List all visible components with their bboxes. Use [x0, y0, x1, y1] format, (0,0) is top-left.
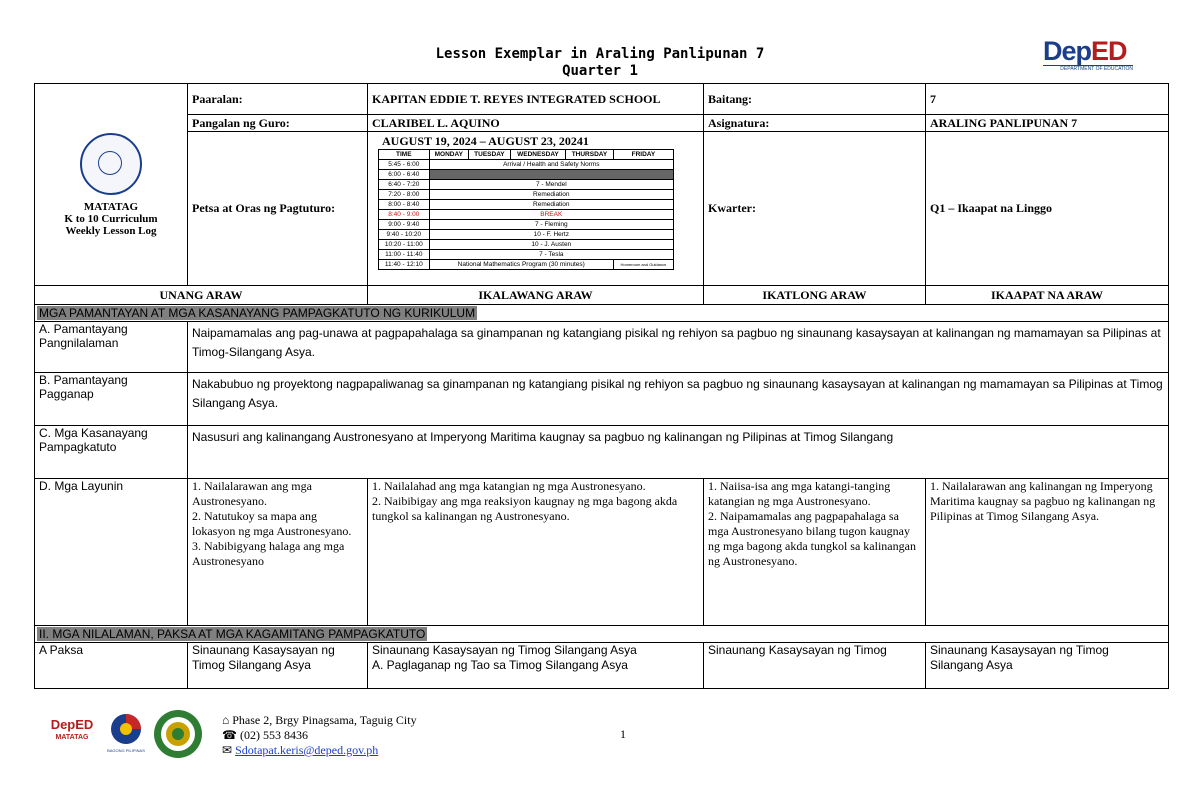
phone-icon: ☎	[222, 728, 237, 742]
row-c-label: C. Mga Kasanayang Pampagkatuto	[35, 426, 188, 479]
schedule-activity: Arrival / Health and Safety Norms	[429, 160, 673, 170]
envelope-icon: ✉	[222, 743, 233, 757]
schedule-note: Homeroom and Guidance	[613, 260, 673, 270]
layunin-item: 2. Natutukoy sa mapa ang lokasyon ng mga Austronesyano.	[192, 509, 352, 538]
layunin-item: 2. Naipamamalas ang pagpapahalaga sa mga Austronesyano bilang tugon kaugnay ng mga bagong akda tungkol sa kalinangan ng Austronesyano.	[708, 509, 916, 568]
section-1-row	[35, 305, 1169, 322]
asignatura-value: ARALING PANLIPUNAN 7	[926, 115, 1169, 132]
schedule-time: 6:00 - 6:40	[379, 170, 430, 180]
kwarter-value: Q1 – Ikaapat na Linggo	[926, 132, 1169, 286]
footer-contact	[222, 713, 417, 758]
guro-label: Pangalan ng Guro:	[188, 115, 368, 132]
row-c-text: Nasusuri ang kalinangang Austronesyano at Imperyong Maritima kaugnay sa pagbuo ng kalinangan ng Pilipinas at Timog Silangang	[188, 426, 1169, 479]
schedule-time: 6:40 - 7:20	[379, 180, 430, 190]
schedule-header: FRIDAY	[613, 150, 673, 160]
schedule-activity: 7 - Tesla	[429, 250, 673, 260]
schedule-activity: BREAK	[429, 210, 673, 220]
curriculum-panel	[35, 84, 188, 286]
day-header-2: IKALAWANG ARAW	[368, 286, 704, 305]
schedule-header: THURSDAY	[566, 150, 614, 160]
layunin-day1	[188, 479, 368, 626]
phone-line	[222, 728, 417, 743]
lesson-log-table	[34, 83, 1169, 689]
schedule-header: TIME	[379, 150, 430, 160]
schedule-activity: 7 - Fleming	[429, 220, 673, 230]
curriculum-label: K to 10 Curriculum	[64, 212, 158, 225]
baitang-value: 7	[926, 84, 1169, 115]
document-title: Lesson Exemplar in Araling Panlipunan 7	[435, 46, 765, 62]
layunin-item: 2. Naibibigay ang mga reaksiyon kaugnay ng mga bagong akda tungkol sa kalinangan ng Austronesyano.	[372, 494, 678, 523]
schedule-activity: 7 - Mendel	[429, 180, 673, 190]
schedule-time: 10:20 - 11:00	[379, 240, 430, 250]
schedule-activity: 10 - J. Austen	[429, 240, 673, 250]
schedule-header: TUESDAY	[468, 150, 510, 160]
petsa-label: Petsa at Oras ng Pagtuturo:	[188, 132, 368, 286]
school-seal-icon	[153, 709, 203, 759]
petsa-cell	[368, 132, 704, 286]
petsa-value: AUGUST 19, 2024 – AUGUST 23, 20241	[382, 134, 589, 148]
schedule-time: 9:40 - 10:20	[379, 230, 430, 240]
page-number: 1	[620, 727, 626, 741]
deped-seal-icon	[80, 133, 142, 195]
layunin-day2	[368, 479, 704, 626]
layunin-item: 1. Nailalarawan ang kalinangan ng Imperyong Maritima kaugnay sa pagbuo ng kalinangan ng Pilipinas at Timog Silangang Asya.	[930, 479, 1156, 523]
home-icon: ⌂	[222, 713, 230, 727]
schedule-activity: Remediation	[429, 200, 673, 210]
day-header-4: IKAAPAT NA ARAW	[926, 286, 1169, 305]
deped-logo: DepED DEPARTMENT OF EDUCATION	[1043, 36, 1133, 72]
matatag-label: MATATAG	[83, 200, 139, 213]
schedule-activity	[429, 170, 673, 180]
schedule-activity: 10 - F. Hertz	[429, 230, 673, 240]
schedule-time: 8:00 - 8:40	[379, 200, 430, 210]
layunin-item: 3. Nabibigyang halaga ang mga Austronesyano	[192, 539, 345, 568]
day-header-1: UNANG ARAW	[35, 286, 368, 305]
baitang-label: Baitang:	[704, 84, 926, 115]
paksa-day2-title: Sinaunang Kasaysayan ng Timog Silangang Asya	[372, 643, 637, 657]
paaralan-label: Paaralan:	[188, 84, 368, 115]
footer-deped-logo: DepED MATATAG	[50, 717, 94, 741]
email-line	[222, 743, 417, 758]
schedule-activity: National Mathematics Program (30 minutes)	[429, 260, 613, 270]
asignatura-label: Asignatura:	[704, 115, 926, 132]
section-2-heading: II. MGA NILALAMAN, PAKSA AT MGA KAGAMITANG PAMPAGKATUTO	[39, 626, 426, 641]
schedule-time: 8:40 - 9:00	[379, 210, 430, 220]
paksa-day2-subtopic: A. Paglaganap ng Tao sa Timog Silangang Asya	[372, 658, 628, 672]
section-2-row	[35, 626, 1169, 643]
day-header-3: IKATLONG ARAW	[704, 286, 926, 305]
paksa-day2	[368, 643, 704, 689]
kwarter-label: Kwarter:	[704, 132, 926, 286]
schedule-activity: Remediation	[429, 190, 673, 200]
schedule-table	[378, 149, 674, 270]
row-a-text: Naipamamalas ang pag-unawa at pagpapahalaga sa ginampanan ng katangiang pisikal ng rehiyon sa pagbuo ng sinaunang kasaysayan at kalinangan ng mamamayan sa Pilipinas at Timog-Silangang Asya.	[188, 322, 1169, 373]
schedule-time: 11:40 - 12:10	[379, 260, 430, 270]
schedule-time: 7:20 - 8:00	[379, 190, 430, 200]
address-line	[222, 713, 417, 728]
schedule-time: 5:45 - 6:00	[379, 160, 430, 170]
weekly-log-label: Weekly Lesson Log	[65, 224, 157, 237]
section-1-heading: MGA PAMANTAYAN AT MGA KASANAYANG PAMPAGKATUTO NG KURIKULUM	[39, 305, 476, 320]
guro-value: CLARIBEL L. AQUINO	[368, 115, 704, 132]
schedule-time: 9:00 - 9:40	[379, 220, 430, 230]
layunin-item: 1. Nailalahad ang mga katangian ng mga Austronesyano.	[372, 479, 646, 493]
schedule-time: 11:00 - 11:40	[379, 250, 430, 260]
paksa-day3: Sinaunang Kasaysayan ng Timog	[704, 643, 926, 689]
phone-text: (02) 553 8436	[239, 728, 308, 742]
layunin-day3	[704, 479, 926, 626]
schedule-header: MONDAY	[429, 150, 468, 160]
row-a-label: A. Pamantayang Pangnilalaman	[35, 322, 188, 373]
paksa-day4: Sinaunang Kasaysayan ng Timog Silangang Asya	[926, 643, 1169, 689]
email-link[interactable]: Sdotapat.keris@deped.gov.ph	[235, 743, 379, 757]
row-b-text: Nakabubuo ng proyektong nagpapaliwanag sa ginampanan ng katangiang pisikal ng rehiyon sa pagbuo ng sinaunang kasaysayan at kalinangan ng mamamayan sa Pilipinas at Timog Silangang Asya.	[188, 373, 1169, 426]
layunin-item: 1. Naiisa-isa ang mga katangi-tanging katangian ng mga Austronesyano.	[708, 479, 891, 508]
paaralan-value: KAPITAN EDDIE T. REYES INTEGRATED SCHOOL	[368, 84, 704, 115]
bagong-pilipinas-logo: BAGONG PILIPINAS	[104, 710, 148, 754]
document-quarter: Quarter 1	[562, 63, 638, 79]
schedule-header: WEDNESDAY	[510, 150, 565, 160]
layunin-item: 1. Nailalarawan ang mga Austronesyano.	[192, 479, 312, 508]
row-b-label: B. Pamantayang Pagganap	[35, 373, 188, 426]
paksa-day1: Sinaunang Kasaysayan ng Timog Silangang Asya	[188, 643, 368, 689]
address-text: Phase 2, Brgy Pinagsama, Taguig City	[232, 713, 417, 727]
row-d-label: D. Mga Layunin	[35, 479, 188, 626]
layunin-day4	[926, 479, 1169, 626]
paksa-label: A Paksa	[35, 643, 188, 689]
